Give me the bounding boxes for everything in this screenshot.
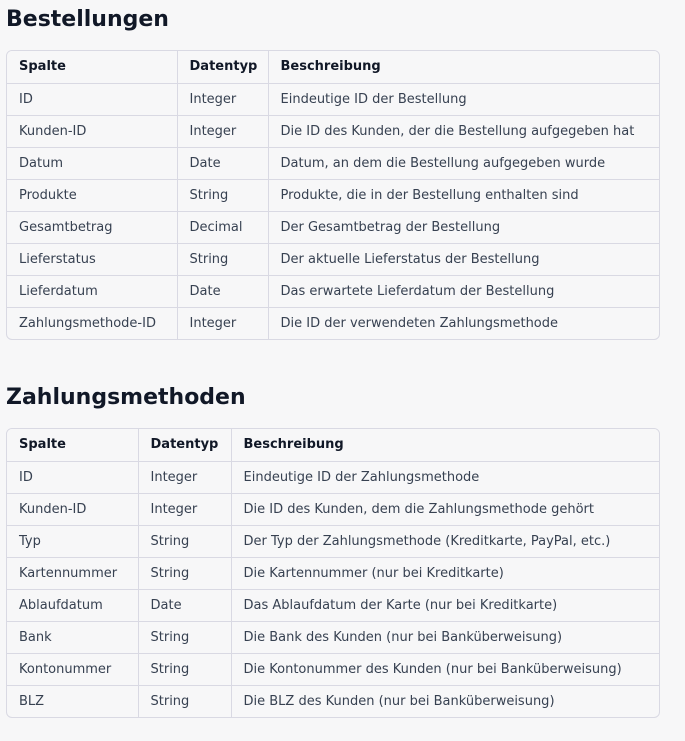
cell-datatype: Integer bbox=[177, 83, 268, 115]
cell-description: Die Kontonummer des Kunden (nur bei Banküberweisung) bbox=[231, 653, 659, 685]
cell-column-name: Zahlungsmethode-ID bbox=[7, 307, 177, 339]
table-row bbox=[7, 275, 659, 307]
table-header-row bbox=[7, 429, 659, 461]
column-header: Beschreibung bbox=[268, 51, 659, 83]
cell-column-name: Produkte bbox=[7, 179, 177, 211]
section-title-zahlungsmethoden: Zahlungsmethoden bbox=[6, 385, 246, 410]
table-header-row bbox=[7, 51, 659, 83]
table-row bbox=[7, 179, 659, 211]
cell-datatype: Integer bbox=[177, 115, 268, 147]
cell-column-name: Kunden-ID bbox=[7, 493, 138, 525]
table-row bbox=[7, 461, 659, 493]
column-header: Spalte bbox=[7, 51, 177, 83]
column-header: Spalte bbox=[7, 429, 138, 461]
cell-column-name: Ablaufdatum bbox=[7, 589, 138, 621]
table-row bbox=[7, 685, 659, 717]
cell-column-name: Datum bbox=[7, 147, 177, 179]
cell-datatype: String bbox=[138, 621, 231, 653]
cell-datatype: Integer bbox=[138, 493, 231, 525]
table-row bbox=[7, 307, 659, 339]
cell-column-name: Kartennummer bbox=[7, 557, 138, 589]
cell-description: Die ID der verwendeten Zahlungsmethode bbox=[268, 307, 659, 339]
table-row bbox=[7, 525, 659, 557]
table-bestellungen-container bbox=[6, 50, 660, 340]
cell-column-name: BLZ bbox=[7, 685, 138, 717]
cell-description: Eindeutige ID der Zahlungsmethode bbox=[231, 461, 659, 493]
cell-datatype: String bbox=[138, 685, 231, 717]
column-header: Datentyp bbox=[177, 51, 268, 83]
table-row bbox=[7, 653, 659, 685]
cell-column-name: Lieferdatum bbox=[7, 275, 177, 307]
cell-column-name: Bank bbox=[7, 621, 138, 653]
cell-description: Der Typ der Zahlungsmethode (Kreditkarte, PayPal, etc.) bbox=[231, 525, 659, 557]
cell-datatype: String bbox=[177, 179, 268, 211]
table-row bbox=[7, 243, 659, 275]
table-row bbox=[7, 493, 659, 525]
cell-column-name: Kunden-ID bbox=[7, 115, 177, 147]
cell-description: Der aktuelle Lieferstatus der Bestellung bbox=[268, 243, 659, 275]
table-row bbox=[7, 621, 659, 653]
cell-column-name: Typ bbox=[7, 525, 138, 557]
table-zahlungsmethoden-container bbox=[6, 428, 660, 718]
table-row bbox=[7, 211, 659, 243]
cell-datatype: String bbox=[177, 243, 268, 275]
table-row bbox=[7, 83, 659, 115]
cell-column-name: Kontonummer bbox=[7, 653, 138, 685]
cell-column-name: Gesamtbetrag bbox=[7, 211, 177, 243]
cell-datatype: Decimal bbox=[177, 211, 268, 243]
cell-description: Produkte, die in der Bestellung enthalten sind bbox=[268, 179, 659, 211]
cell-column-name: ID bbox=[7, 461, 138, 493]
cell-description: Das Ablaufdatum der Karte (nur bei Kreditkarte) bbox=[231, 589, 659, 621]
cell-description: Das erwartete Lieferdatum der Bestellung bbox=[268, 275, 659, 307]
table-row bbox=[7, 147, 659, 179]
table-row bbox=[7, 557, 659, 589]
column-header: Datentyp bbox=[138, 429, 231, 461]
table-row bbox=[7, 115, 659, 147]
cell-datatype: Date bbox=[177, 147, 268, 179]
cell-datatype: String bbox=[138, 525, 231, 557]
cell-datatype: Date bbox=[177, 275, 268, 307]
cell-column-name: Lieferstatus bbox=[7, 243, 177, 275]
cell-datatype: String bbox=[138, 653, 231, 685]
cell-description: Die ID des Kunden, dem die Zahlungsmethode gehört bbox=[231, 493, 659, 525]
cell-description: Die BLZ des Kunden (nur bei Banküberweisung) bbox=[231, 685, 659, 717]
table-row bbox=[7, 589, 659, 621]
cell-description: Die Kartennummer (nur bei Kreditkarte) bbox=[231, 557, 659, 589]
cell-datatype: Date bbox=[138, 589, 231, 621]
table-bestellungen bbox=[7, 51, 659, 339]
cell-description: Eindeutige ID der Bestellung bbox=[268, 83, 659, 115]
cell-description: Datum, an dem die Bestellung aufgegeben wurde bbox=[268, 147, 659, 179]
section-title-bestellungen: Bestellungen bbox=[6, 7, 169, 32]
cell-description: Die ID des Kunden, der die Bestellung aufgegeben hat bbox=[268, 115, 659, 147]
cell-datatype: String bbox=[138, 557, 231, 589]
cell-description: Der Gesamtbetrag der Bestellung bbox=[268, 211, 659, 243]
cell-column-name: ID bbox=[7, 83, 177, 115]
column-header: Beschreibung bbox=[231, 429, 659, 461]
cell-description: Die Bank des Kunden (nur bei Banküberweisung) bbox=[231, 621, 659, 653]
cell-datatype: Integer bbox=[177, 307, 268, 339]
cell-datatype: Integer bbox=[138, 461, 231, 493]
table-zahlungsmethoden bbox=[7, 429, 659, 717]
